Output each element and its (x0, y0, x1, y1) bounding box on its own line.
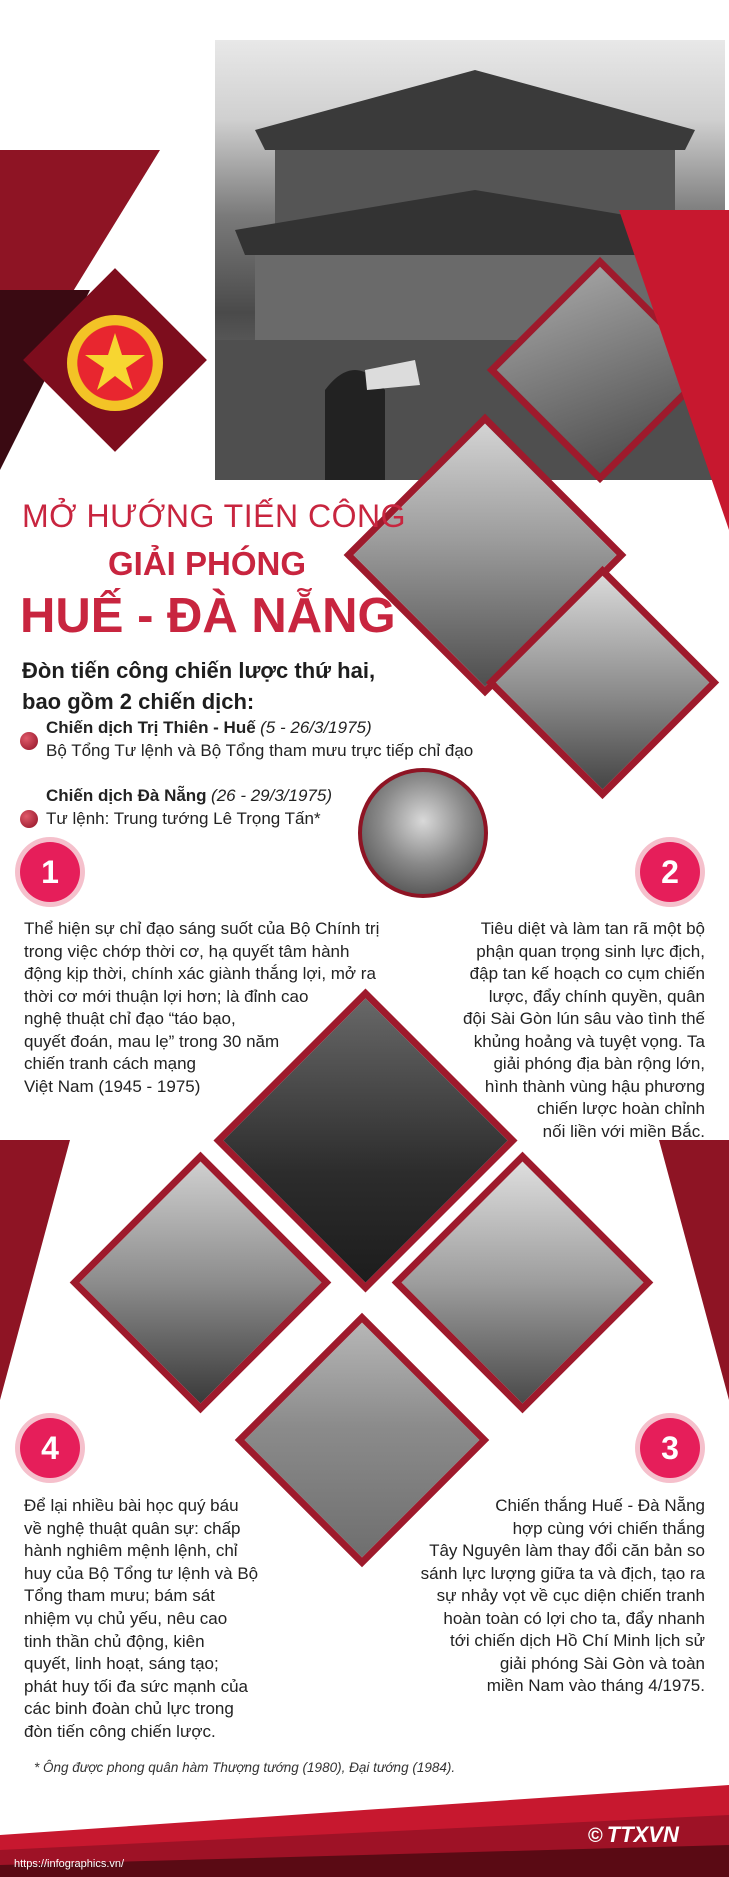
footer-brand (588, 1822, 679, 1848)
brand-logo: TTXVN (606, 1822, 679, 1847)
badge-3: 3 (640, 1418, 700, 1478)
point-4-text: Để lại nhiều bài học quý báu về nghệ thuật quân sự: chấp hành nghiêm mệnh lệnh, chỉ huy của Bộ Tổng tư lệnh và Bộ Tổng tham mưu; bám sát nhiệm vụ chủ yếu, nêu cao tinh thần chủ động, kiên quyết, linh hoạt, sáng tạo; phát huy tối đa sức mạnh của các binh đoàn chủ lực trong đòn tiến công chiến lược. (24, 1496, 259, 1741)
campaign-bullet-2 (20, 810, 38, 828)
campaign-1-date: (5 - 26/3/1975) (260, 718, 372, 737)
intro-subtitle: Đòn tiến công chiến lược thứ hai, bao gồm 2 chiến dịch: (22, 658, 376, 714)
point-2-text: Tiêu diệt và làm tan rã một bộ phận quan trọng sinh lực địch, đập tan kế hoạch co cụm chiến lược, đẩy chính quyền, quân đội Sài Gòn lún sâu vào tình thế khủng hoảng và tuyệt vọng. Ta giải phóng địa bàn rộng lớn, hình thành vùng hậu phương chiến lược hoàn chỉnh nối liền với miền Bắc. (463, 919, 705, 1141)
campaign-2-desc: Tư lệnh: Trung tướng Lê Trọng Tấn* (46, 809, 321, 828)
badge-4: 4 (20, 1418, 80, 1478)
title-line1: MỞ HƯỚNG TIẾN CÔNG (22, 498, 406, 534)
right-red-band (659, 1140, 729, 1400)
point-1-text: Thể hiện sự chỉ đạo sáng suốt của Bộ Chính trị trong việc chớp thời cơ, hạ quyết tâm hành động kịp thời, chính xác giành thắng lợi, mở ra thời cơ mới thuận lợi hơn; là đỉnh cao nghệ thuật chỉ đạo “táo bạo, quyết đoán, mau lẹ” trong 30 năm chiến tranh cách mạng Việt Nam (1945 - 1975) (24, 919, 380, 1096)
point-3-text: Chiến thắng Huế - Đà Nẵng hợp cùng với chiến thắng Tây Nguyên làm thay đổi căn bản so sánh lực lượng giữa ta và địch, tạo ra sự nhảy vọt về cục diện chiến tranh hoàn toàn có lợi cho ta, đẩy nhanh tới chiến dịch Hồ Chí Minh lịch sử giải phóng Sài Gòn và toàn miền Nam vào tháng 4/1975. (420, 1496, 705, 1695)
copyright-icon: © (588, 1825, 603, 1847)
campaign-bullet-1 (20, 732, 38, 750)
campaign-2-date: (26 - 29/3/1975) (211, 786, 332, 805)
footnote: * Ông được phong quân hàm Thượng tướng (1980), Đại tướng (1984). (34, 1760, 456, 1775)
footer-url[interactable]: https://infographics.vn/ (14, 1858, 125, 1870)
campaign-2-name: Chiến dịch Đà Nẵng (46, 786, 207, 805)
title-line2: GIẢI PHÓNG (108, 545, 307, 582)
army-emblem-icon (67, 315, 163, 411)
campaign-1-name: Chiến dịch Trị Thiên - Huế (46, 718, 256, 737)
badge-2: 2 (640, 842, 700, 902)
right-red-stripe (619, 210, 729, 530)
badge-1: 1 (20, 842, 80, 902)
title-line3: HUẾ - ĐÀ NẴNG (20, 589, 396, 643)
left-red-band (0, 1140, 70, 1400)
campaign-1-desc: Bộ Tổng Tư lệnh và Bộ Tổng tham mưu trực tiếp chỉ đạo (46, 741, 474, 760)
campaign-2 (46, 786, 356, 829)
general-portrait (358, 768, 488, 898)
campaign-1 (46, 718, 516, 761)
